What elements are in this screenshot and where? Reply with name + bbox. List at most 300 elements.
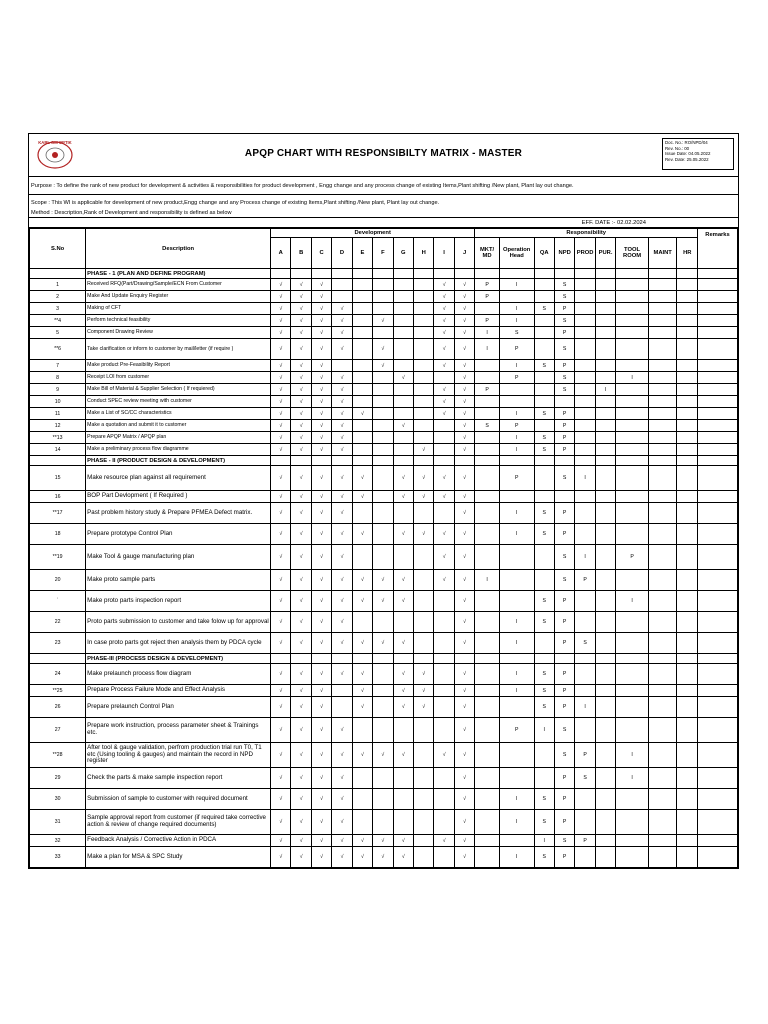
empty-cell: [554, 654, 574, 664]
resp-code-cell: [677, 768, 698, 789]
dev-check-cell: [373, 432, 393, 444]
dev-check-cell: √: [332, 315, 352, 327]
dev-check-cell: √: [291, 545, 311, 570]
description-cell: Receipt LOI from customer: [86, 372, 271, 384]
resp-code-cell: [677, 524, 698, 545]
remarks-cell: [698, 420, 738, 432]
dev-check-cell: √: [454, 339, 474, 360]
resp-code-cell: [616, 633, 649, 654]
dev-check-cell: √: [454, 503, 474, 524]
dev-check-cell: √: [291, 835, 311, 847]
phase-blank-cell: [30, 269, 86, 279]
dev-check-cell: √: [352, 697, 372, 718]
remarks-cell: [698, 591, 738, 612]
description-cell: Conduct SPEC review meeting with customer: [86, 396, 271, 408]
dev-check-cell: √: [454, 360, 474, 372]
resp-code-cell: I: [499, 315, 534, 327]
dev-check-cell: [352, 718, 372, 743]
empty-cell: [291, 654, 311, 664]
dev-check-cell: √: [271, 327, 291, 339]
resp-code-cell: [475, 444, 500, 456]
resp-code-cell: [575, 303, 595, 315]
resp-code-cell: [595, 789, 615, 810]
dev-check-cell: [352, 327, 372, 339]
resp-code-cell: [595, 303, 615, 315]
resp-code-cell: S: [534, 810, 554, 835]
table-row: [30, 420, 738, 432]
empty-cell: [616, 269, 649, 279]
resp-code-cell: I: [534, 835, 554, 847]
dev-check-cell: √: [393, 685, 413, 697]
resp-code-cell: I: [534, 718, 554, 743]
resp-code-cell: S: [475, 420, 500, 432]
dev-check-cell: √: [332, 743, 352, 768]
dev-check-cell: √: [454, 847, 474, 868]
dev-check-cell: [413, 360, 433, 372]
resp-code-cell: P: [499, 339, 534, 360]
dev-check-cell: √: [311, 664, 331, 685]
dev-check-cell: √: [291, 570, 311, 591]
resp-code-cell: S: [554, 835, 574, 847]
resp-code-cell: [499, 570, 534, 591]
empty-cell: [373, 269, 393, 279]
resp-code-cell: [677, 420, 698, 432]
dev-col-header: G: [393, 238, 413, 269]
dev-check-cell: [352, 612, 372, 633]
resp-code-cell: [575, 847, 595, 868]
resp-code-cell: [616, 524, 649, 545]
empty-cell: [352, 654, 372, 664]
table-row: [30, 524, 738, 545]
dev-check-cell: √: [373, 743, 393, 768]
resp-code-cell: I: [499, 810, 534, 835]
dev-check-cell: √: [311, 444, 331, 456]
resp-code-cell: [648, 524, 677, 545]
table-row: [30, 768, 738, 789]
dev-check-cell: √: [311, 612, 331, 633]
dev-check-cell: [413, 789, 433, 810]
table-row: [30, 384, 738, 396]
dev-check-cell: √: [434, 327, 454, 339]
dev-check-cell: [413, 327, 433, 339]
resp-code-cell: P: [575, 570, 595, 591]
dev-check-cell: √: [434, 384, 454, 396]
remarks-cell: [698, 279, 738, 291]
description-cell: After tool & gauge validation, perfrom production trial run T0, T1 etc (Using tooling & gauges) and maintain the record in NPD register: [86, 743, 271, 768]
dev-check-cell: [434, 664, 454, 685]
sno-cell: 31: [30, 810, 86, 835]
dev-check-cell: √: [352, 491, 372, 503]
resp-code-cell: [475, 524, 500, 545]
dev-check-cell: √: [271, 491, 291, 503]
dev-check-cell: [393, 408, 413, 420]
sno-cell: 8: [30, 372, 86, 384]
dev-check-cell: √: [434, 524, 454, 545]
dev-check-cell: √: [393, 491, 413, 503]
dev-check-cell: √: [271, 279, 291, 291]
resp-code-cell: S: [554, 466, 574, 491]
dev-check-cell: √: [291, 315, 311, 327]
resp-code-cell: [648, 718, 677, 743]
resp-code-cell: [575, 291, 595, 303]
dev-check-cell: [413, 743, 433, 768]
resp-col-header: QA: [534, 238, 554, 269]
sno-cell: 27: [30, 718, 86, 743]
dev-check-cell: √: [454, 491, 474, 503]
dev-check-cell: √: [454, 685, 474, 697]
phase-row: [30, 456, 738, 466]
resp-code-cell: P: [575, 835, 595, 847]
dev-check-cell: [332, 685, 352, 697]
resp-code-cell: P: [554, 612, 574, 633]
dev-check-cell: √: [271, 685, 291, 697]
dev-check-cell: [373, 396, 393, 408]
dev-check-cell: √: [291, 685, 311, 697]
dev-check-cell: [373, 444, 393, 456]
resp-code-cell: [554, 396, 574, 408]
dev-check-cell: √: [413, 685, 433, 697]
dev-check-cell: √: [434, 466, 454, 491]
remarks-cell: [698, 633, 738, 654]
table-row: [30, 396, 738, 408]
dev-check-cell: √: [332, 432, 352, 444]
dev-check-cell: [373, 327, 393, 339]
resp-code-cell: [648, 327, 677, 339]
dev-check-cell: √: [434, 303, 454, 315]
dev-col-header: F: [373, 238, 393, 269]
empty-cell: [475, 456, 500, 466]
resp-code-cell: I: [499, 664, 534, 685]
responsibility-matrix: [29, 228, 738, 868]
resp-code-cell: P: [554, 664, 574, 685]
dev-col-header: H: [413, 238, 433, 269]
dev-check-cell: √: [352, 847, 372, 868]
dev-check-cell: [434, 768, 454, 789]
dev-check-cell: √: [271, 444, 291, 456]
responsibility-header: Responsibility: [475, 229, 698, 238]
resp-code-cell: [648, 503, 677, 524]
dev-check-cell: √: [271, 524, 291, 545]
empty-cell: [311, 654, 331, 664]
table-row: [30, 315, 738, 327]
dev-check-cell: √: [454, 420, 474, 432]
resp-code-cell: [534, 768, 554, 789]
sno-cell: 29: [30, 768, 86, 789]
remarks-cell: [698, 847, 738, 868]
table-row: [30, 835, 738, 847]
dev-check-cell: √: [454, 718, 474, 743]
table-row: [30, 664, 738, 685]
resp-col-header: MKT/ MD: [475, 238, 500, 269]
resp-code-cell: P: [499, 372, 534, 384]
dev-check-cell: [413, 408, 433, 420]
dev-check-cell: [413, 570, 433, 591]
dev-check-cell: √: [291, 697, 311, 718]
resp-code-cell: [595, 685, 615, 697]
dev-check-cell: √: [393, 591, 413, 612]
resp-code-cell: [499, 384, 534, 396]
resp-code-cell: [616, 315, 649, 327]
empty-cell: [499, 456, 534, 466]
empty-cell: [454, 654, 474, 664]
dev-col-header: E: [352, 238, 372, 269]
resp-code-cell: S: [554, 291, 574, 303]
dev-check-cell: √: [291, 396, 311, 408]
resp-code-cell: [595, 768, 615, 789]
dev-check-cell: √: [332, 612, 352, 633]
resp-code-cell: I: [499, 524, 534, 545]
dev-check-cell: √: [332, 466, 352, 491]
resp-code-cell: S: [534, 524, 554, 545]
dev-check-cell: [373, 372, 393, 384]
remarks-cell: [698, 303, 738, 315]
rev-no: Rev. No.: 00: [665, 145, 690, 151]
resp-code-cell: [648, 768, 677, 789]
resp-col-header: PROD: [575, 238, 595, 269]
dev-check-cell: √: [393, 697, 413, 718]
resp-code-cell: [575, 718, 595, 743]
resp-code-cell: S: [534, 847, 554, 868]
resp-code-cell: S: [554, 743, 574, 768]
resp-code-cell: [595, 466, 615, 491]
resp-code-cell: [595, 339, 615, 360]
dev-check-cell: √: [454, 810, 474, 835]
dev-check-cell: √: [434, 315, 454, 327]
dev-check-cell: [434, 810, 454, 835]
dev-check-cell: √: [311, 697, 331, 718]
resp-code-cell: [677, 612, 698, 633]
resp-code-cell: [677, 396, 698, 408]
resp-code-cell: [677, 491, 698, 503]
dev-check-cell: √: [271, 315, 291, 327]
dev-check-cell: [373, 545, 393, 570]
empty-cell: [373, 654, 393, 664]
dev-check-cell: √: [311, 685, 331, 697]
dev-check-cell: √: [271, 810, 291, 835]
resp-col-header: TOOL ROOM: [616, 238, 649, 269]
description-cell: Received RFQ(Part/Drawing/Sample/ECN From Customer: [86, 279, 271, 291]
dev-check-cell: √: [373, 591, 393, 612]
empty-cell: [332, 456, 352, 466]
resp-code-cell: [616, 664, 649, 685]
empty-cell: [413, 654, 433, 664]
resp-code-cell: [648, 291, 677, 303]
resp-code-cell: [575, 789, 595, 810]
dev-check-cell: √: [271, 835, 291, 847]
dev-check-cell: √: [373, 360, 393, 372]
dev-check-cell: [413, 384, 433, 396]
scope-text: Scope : This WI is applicable for development of new product,Engg change and any Process change of existing Items,Plant shifting /New plant, Plant lay out change.: [31, 200, 440, 206]
resp-code-cell: [534, 466, 554, 491]
dev-check-cell: √: [271, 847, 291, 868]
description-cell: Prepare prototype Control Plan: [86, 524, 271, 545]
dev-check-cell: √: [271, 372, 291, 384]
resp-code-cell: [554, 491, 574, 503]
resp-code-cell: [475, 466, 500, 491]
description-cell: In case proto parts got reject then analysis them by PDCA cycle: [86, 633, 271, 654]
dev-check-cell: [413, 718, 433, 743]
dev-check-cell: [393, 718, 413, 743]
resp-code-cell: [595, 444, 615, 456]
dev-check-cell: √: [291, 291, 311, 303]
resp-code-cell: S: [534, 444, 554, 456]
dev-check-cell: √: [393, 664, 413, 685]
empty-cell: [413, 456, 433, 466]
resp-code-cell: [575, 612, 595, 633]
dev-check-cell: [373, 664, 393, 685]
empty-cell: [648, 456, 677, 466]
resp-code-cell: [475, 810, 500, 835]
dev-check-cell: [373, 408, 393, 420]
sno-header: S.No: [30, 229, 86, 269]
resp-code-cell: S: [534, 664, 554, 685]
resp-code-cell: I: [595, 384, 615, 396]
dev-check-cell: [352, 372, 372, 384]
remarks-cell: [698, 360, 738, 372]
resp-code-cell: P: [554, 633, 574, 654]
resp-code-cell: [648, 789, 677, 810]
remarks-cell: [698, 743, 738, 768]
resp-code-cell: [575, 524, 595, 545]
resp-code-cell: I: [616, 743, 649, 768]
remarks-cell: [698, 503, 738, 524]
dev-check-cell: √: [454, 545, 474, 570]
dev-check-cell: √: [332, 444, 352, 456]
dev-col-header: I: [434, 238, 454, 269]
table-row: [30, 291, 738, 303]
remarks-cell: [698, 768, 738, 789]
description-cell: Check the parts & make sample inspection report: [86, 768, 271, 789]
empty-cell: [648, 654, 677, 664]
description-cell: Make a quotation and submit it to customer: [86, 420, 271, 432]
dev-check-cell: √: [311, 835, 331, 847]
sno-cell: 15: [30, 466, 86, 491]
resp-code-cell: [499, 591, 534, 612]
dev-check-cell: √: [413, 491, 433, 503]
description-cell: Sample approval report from customer (if required take corrective action & review of change required documents): [86, 810, 271, 835]
dev-check-cell: √: [271, 570, 291, 591]
resp-code-cell: [648, 664, 677, 685]
resp-code-cell: [499, 396, 534, 408]
empty-cell: [677, 456, 698, 466]
dev-check-cell: √: [352, 466, 372, 491]
empty-cell: [534, 456, 554, 466]
empty-cell: [393, 456, 413, 466]
description-cell: Prepare APQP Matrix / APQP plan: [86, 432, 271, 444]
dev-check-cell: [413, 291, 433, 303]
empty-cell: [554, 269, 574, 279]
dev-col-header: A: [271, 238, 291, 269]
dev-check-cell: √: [393, 835, 413, 847]
table-row: [30, 847, 738, 868]
dev-check-cell: [393, 303, 413, 315]
resp-code-cell: [616, 835, 649, 847]
dev-check-cell: [352, 444, 372, 456]
remarks-cell: [698, 810, 738, 835]
resp-code-cell: [575, 444, 595, 456]
dev-check-cell: [434, 685, 454, 697]
resp-code-cell: [677, 835, 698, 847]
sno-cell: **4: [30, 315, 86, 327]
resp-code-cell: [475, 360, 500, 372]
phase-blank-cell: [30, 654, 86, 664]
resp-code-cell: P: [554, 327, 574, 339]
dev-check-cell: √: [311, 327, 331, 339]
resp-code-cell: [616, 408, 649, 420]
dev-check-cell: [413, 591, 433, 612]
dev-check-cell: √: [332, 339, 352, 360]
dev-check-cell: [352, 279, 372, 291]
resp-code-cell: [475, 835, 500, 847]
description-cell: Component Drawing Review: [86, 327, 271, 339]
sno-cell: 5: [30, 327, 86, 339]
resp-code-cell: [648, 420, 677, 432]
resp-code-cell: [575, 685, 595, 697]
resp-code-cell: [595, 570, 615, 591]
resp-code-cell: [648, 847, 677, 868]
resp-code-cell: [595, 315, 615, 327]
dev-check-cell: √: [291, 524, 311, 545]
resp-code-cell: [499, 545, 534, 570]
dev-check-cell: √: [291, 279, 311, 291]
dev-check-cell: √: [271, 303, 291, 315]
dev-check-cell: [434, 432, 454, 444]
dev-check-cell: √: [434, 291, 454, 303]
resp-code-cell: P: [554, 789, 574, 810]
resp-code-cell: [677, 789, 698, 810]
sno-cell: 16: [30, 491, 86, 503]
resp-code-cell: [616, 384, 649, 396]
dev-check-cell: √: [373, 835, 393, 847]
remarks-cell: [698, 466, 738, 491]
dev-check-cell: √: [311, 291, 331, 303]
sno-cell: 10: [30, 396, 86, 408]
dev-check-cell: √: [454, 315, 474, 327]
dev-check-cell: √: [271, 697, 291, 718]
remarks-cell: [698, 697, 738, 718]
dev-check-cell: [352, 303, 372, 315]
resp-code-cell: S: [554, 372, 574, 384]
table-row: [30, 444, 738, 456]
dev-check-cell: √: [454, 570, 474, 591]
table-row: [30, 789, 738, 810]
dev-check-cell: [413, 315, 433, 327]
resp-code-cell: S: [534, 697, 554, 718]
resp-code-cell: P: [554, 685, 574, 697]
resp-code-cell: [677, 664, 698, 685]
resp-code-cell: P: [554, 503, 574, 524]
dev-check-cell: [373, 291, 393, 303]
empty-cell: [575, 456, 595, 466]
description-cell: Make proto sample parts: [86, 570, 271, 591]
dev-check-cell: √: [271, 396, 291, 408]
empty-cell: [698, 456, 738, 466]
dev-check-cell: √: [352, 570, 372, 591]
resp-code-cell: P: [554, 847, 574, 868]
resp-code-cell: [648, 685, 677, 697]
dev-check-cell: √: [454, 633, 474, 654]
resp-code-cell: [616, 303, 649, 315]
resp-code-cell: S: [554, 339, 574, 360]
resp-code-cell: [595, 491, 615, 503]
dev-check-cell: [373, 420, 393, 432]
description-cell: Make Tool & gauge manufacturing plan: [86, 545, 271, 570]
dev-check-cell: √: [311, 420, 331, 432]
empty-cell: [616, 654, 649, 664]
description-cell: Make a List of SC/CC characteristics: [86, 408, 271, 420]
dev-check-cell: √: [352, 633, 372, 654]
sno-cell: 26: [30, 697, 86, 718]
